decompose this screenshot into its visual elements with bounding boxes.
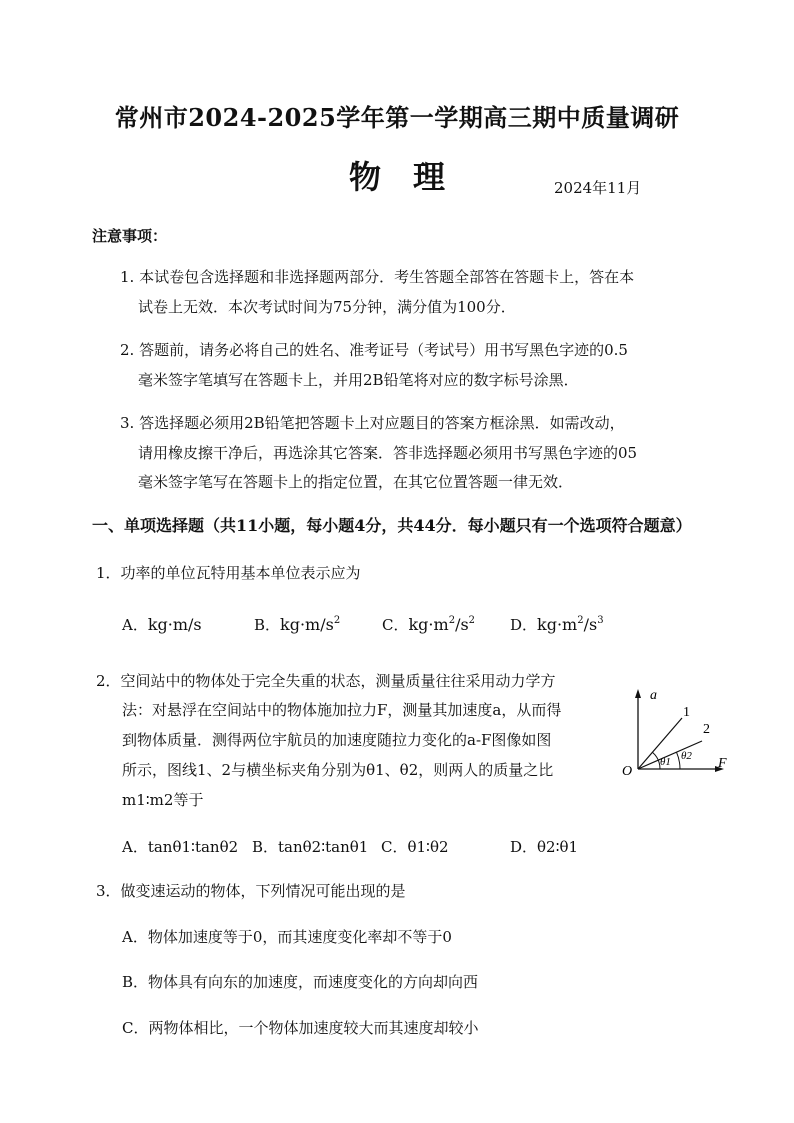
q1-option-b [254, 614, 340, 635]
q1-option-b-exp: 2 [333, 615, 341, 626]
q2-option-b: B．tanθ2∶tanθ1 [252, 838, 369, 856]
subject-title: 物理 [348, 158, 477, 196]
q1-option-c [382, 614, 475, 635]
q2-line-3: 到物体质量．测得两位宇航员的加速度随拉力变化的a-F图像如图 [122, 731, 552, 749]
q2-line-5: m1∶m2等于 [122, 791, 204, 809]
exam-date: 2024年11月 [554, 179, 642, 197]
q3-option-c: C．两物体相比，一个物体加速度较大而其速度却较小 [122, 1019, 479, 1037]
notice-item-3-line-2: 请用橡皮擦干净后，再选涂其它答案．答非选择题必须用书写黑色字迹的05 [138, 444, 638, 462]
notice-item-1-line-2: 试卷上无效．本次考试时间为75分钟，满分值为100分． [138, 298, 516, 316]
q3-option-a: A．物体加速度等于0，而其速度变化率却不等于0 [122, 928, 452, 946]
notice-item-2-line-2: 毫米签字笔填写在答题卡上，并用2B铅笔将对应的数字标号涂黑． [138, 371, 579, 389]
exam-title: 常州市2024-2025学年第一学期高三期中质量调研 [114, 103, 680, 132]
q2-line-4: 所示，图线1、2与横坐标夹角分别为θ1、θ2，则两人的质量之比 [122, 761, 554, 779]
line-1-label: 1 [683, 705, 690, 720]
line-2-label: 2 [703, 722, 710, 737]
y-axis-label: a [650, 688, 657, 703]
q1-option-d-exp1: 2 [577, 615, 584, 626]
q1-option-c-expr1: kg·m [408, 615, 449, 634]
q3-stem: 3．做变速运动的物体，下列情况可能出现的是 [96, 882, 406, 900]
notice-item-2-line-1: 2. 答题前，请务必将自己的姓名、准考证号（考试号）用书写黑色字迹的0.5 [120, 341, 628, 359]
q2-option-d: D．θ2∶θ1 [510, 838, 579, 856]
x-axis-label: F [718, 756, 727, 771]
q2-option-a: A．tanθ1∶tanθ2 [122, 838, 239, 856]
y-axis-arrow [635, 689, 641, 698]
section-heading: 一、单项选择题（共11小题，每小题4分，共44分．每小题只有一个选项符合题意） [92, 516, 692, 535]
angle-2-arc [677, 752, 681, 769]
q1-option-d-expr1: kg·m [537, 615, 578, 634]
q1-option-d-exp2: 3 [597, 615, 604, 626]
q2-line-1: 2．空间站中的物体处于完全失重的状态，测量质量往往采用动力学方 [96, 672, 556, 690]
q1-stem: 1．功率的单位瓦特用基本单位表示应为 [96, 564, 361, 582]
q1-option-b-expr: kg·m/s [280, 615, 334, 634]
q3-option-b: B．物体具有向东的加速度，而速度变化的方向却向西 [122, 973, 479, 991]
q2-line-2: 法：对悬浮在空间站中的物体施加拉力F，测量其加速度a，从而得 [122, 701, 562, 719]
q1-option-c-exp1: 2 [448, 615, 456, 626]
q1-option-c-expr2: /s [455, 615, 469, 634]
notice-item-3-line-1: 3. 答选择题必须用2B铅笔把答题卡上对应题目的答案方框涂黑．如需改动， [120, 414, 625, 432]
origin-label: O [622, 764, 633, 779]
q1-option-a-label: A． [122, 616, 148, 634]
q1-option-d-expr2: /s [583, 615, 598, 634]
angle-1-label: θ1 [660, 756, 671, 768]
q1-option-c-exp2: 2 [468, 615, 476, 626]
q1-option-c-label: C． [382, 616, 409, 634]
notice-heading: 注意事项： [92, 227, 168, 245]
angle-2-label: θ2 [681, 750, 692, 762]
notice-item-1-line-1: 1. 本试卷包含选择题和非选择题两部分．考生答题全部答在答题卡上，答在本 [120, 268, 635, 286]
q1-option-a-expr: kg·m/s [147, 615, 202, 634]
q2-option-c: C．θ1∶θ2 [381, 838, 449, 856]
notice-item-3-line-3: 毫米签字笔写在答题卡上的指定位置，在其它位置答题一律无效． [138, 473, 574, 491]
a-f-graph [620, 683, 742, 783]
q1-option-b-label: B． [254, 616, 281, 634]
q1-option-d [510, 614, 604, 635]
q1-option-a [122, 614, 202, 635]
q1-option-d-label: D． [510, 616, 538, 634]
